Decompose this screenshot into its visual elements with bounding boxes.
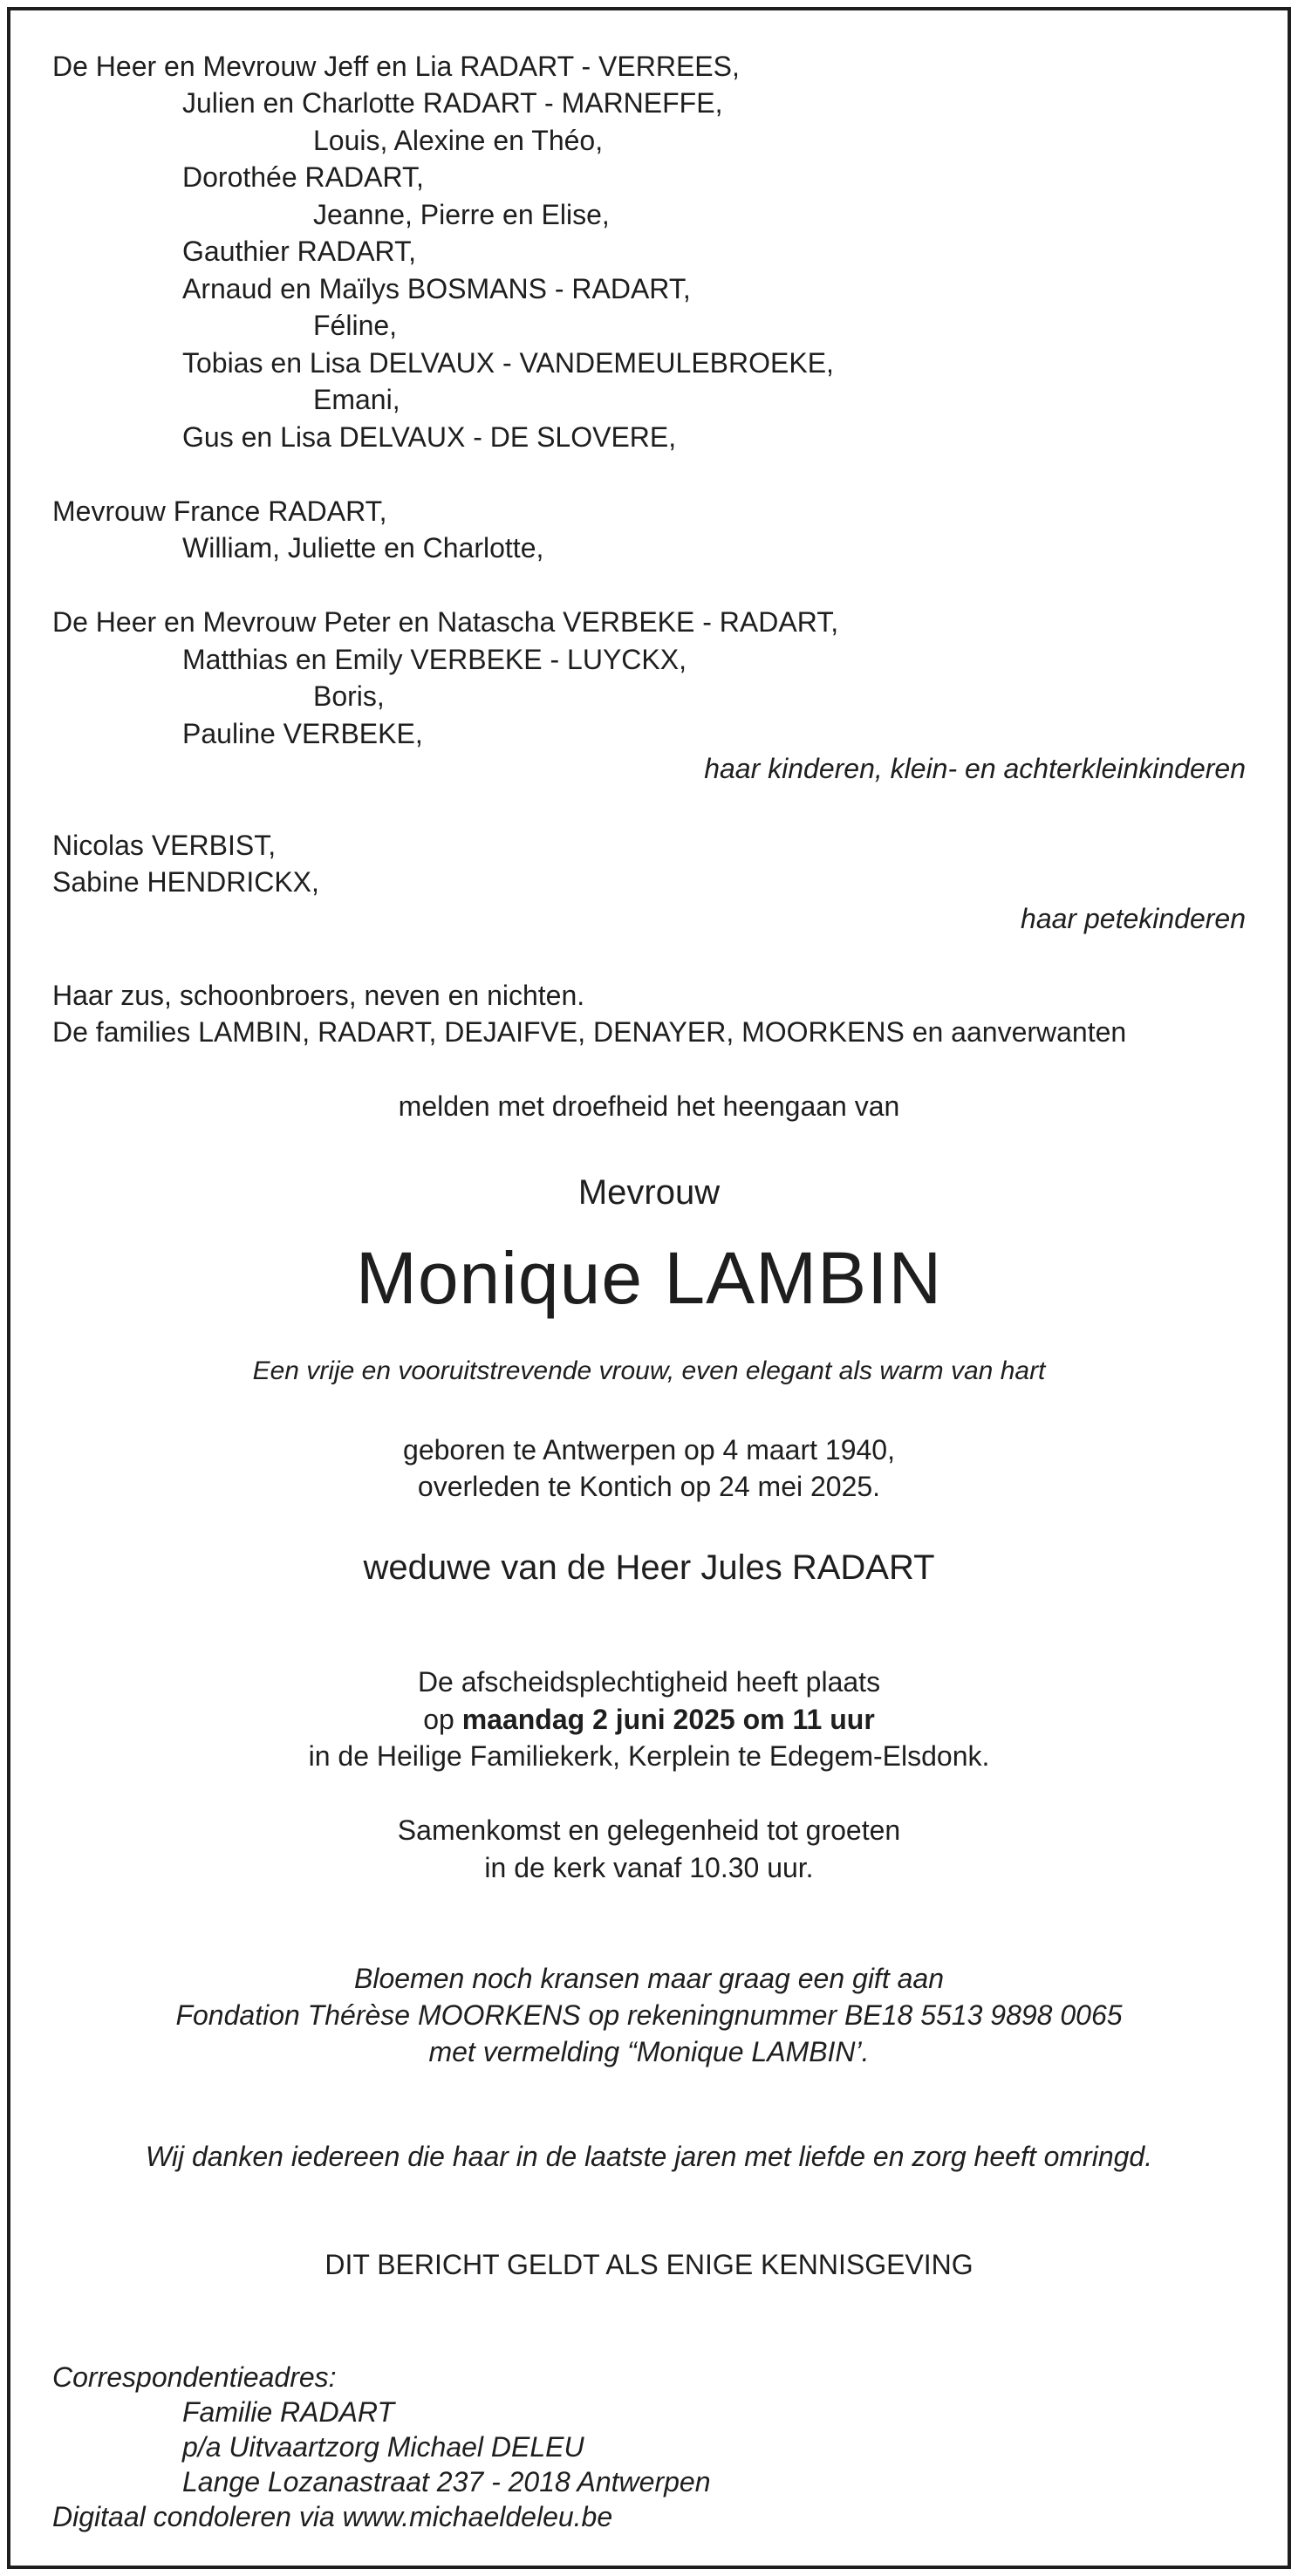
family-line: Emani, xyxy=(313,384,400,415)
family-line: Boris, xyxy=(313,680,385,712)
notice-line: DIT BERICHT GELDT ALS ENIGE KENNISGEVING xyxy=(324,2249,974,2280)
family-line: De Heer en Mevrouw Peter en Natascha VERBEKE - RADART, xyxy=(52,606,839,638)
family-line: Julien en Charlotte RADART - MARNEFFE, xyxy=(182,87,723,119)
family-line: Gauthier RADART, xyxy=(182,236,416,267)
flowers-line: met vermelding “Monique LAMBIN’. xyxy=(428,2036,870,2067)
deceased-name: Monique LAMBIN xyxy=(355,1237,943,1319)
family-line: William, Juliette en Charlotte, xyxy=(182,532,544,564)
gathering-line: Samenkomst en gelegenheid tot groeten xyxy=(397,1814,901,1846)
ceremony-location: in de Heilige Familiekerk, Kerplein te Edegem-Elsdonk. xyxy=(308,1740,990,1772)
family-line: Gus en Lisa DELVAUX - DE SLOVERE, xyxy=(182,421,677,453)
family-line: Mevrouw France RADART, xyxy=(52,495,387,527)
ceremony-line: De afscheidsplechtigheid heeft plaats xyxy=(417,1666,881,1698)
correspondence-line: p/a Uitvaartzorg Michael DELEU xyxy=(182,2431,584,2463)
flowers-line: Bloemen noch kransen maar graag een gift aan xyxy=(354,1963,944,1994)
family-line: Haar zus, schoonbroers, neven en nichten. xyxy=(52,980,585,1011)
family-line: Louis, Alexine en Théo, xyxy=(313,125,604,156)
gathering-time: in de kerk vanaf 10.30 uur. xyxy=(484,1852,814,1883)
condolence-link[interactable]: Digitaal condoleren via www.michaeldeleu.be xyxy=(52,2501,613,2532)
ceremony-date-line xyxy=(0,1702,1298,1737)
correspondence-line: Familie RADART xyxy=(182,2396,394,2428)
family-line: Pauline VERBEKE, xyxy=(182,718,423,749)
ceremony-date-prefix: op xyxy=(423,1704,462,1735)
ceremony-date: maandag 2 juni 2025 om 11 uur xyxy=(461,1704,875,1735)
flowers-line: Fondation Thérèse MOORKENS op rekeningnummer BE18 5513 9898 0065 xyxy=(175,1999,1123,2031)
family-line: Féline, xyxy=(313,310,398,341)
relation-label: haar kinderen, klein- en achterkleinkinderen xyxy=(704,753,1246,784)
correspondence-heading: Correspondentieadres: xyxy=(52,2361,337,2393)
family-line: De Heer en Mevrouw Jeff en Lia RADART - VERREES, xyxy=(52,51,740,82)
family-line: Arnaud en Maïlys BOSMANS - RADART, xyxy=(182,273,691,304)
widow-line: weduwe van de Heer Jules RADART xyxy=(363,1548,935,1587)
death-line: overleden te Kontich op 24 mei 2025. xyxy=(417,1471,881,1502)
deceased-title: Mevrouw xyxy=(577,1173,721,1212)
family-line: Dorothée RADART, xyxy=(182,161,424,193)
family-line: Matthias en Emily VERBEKE - LUYCKX, xyxy=(182,644,687,675)
birth-line: geboren te Antwerpen op 4 maart 1940, xyxy=(403,1434,895,1466)
thanks-line: Wij danken iedereen die haar in de laatste jaren met liefde en zorg heeft omringd. xyxy=(145,2141,1153,2172)
family-line: Sabine HENDRICKX, xyxy=(52,866,319,898)
correspondence-line: Lange Lozanastraat 237 - 2018 Antwerpen xyxy=(182,2466,711,2497)
family-line: Tobias en Lisa DELVAUX - VANDEMEULEBROEKE, xyxy=(182,347,834,379)
relation-label: haar petekinderen xyxy=(1021,903,1246,934)
family-line: Jeanne, Pierre en Elise, xyxy=(313,199,610,230)
family-line: De families LAMBIN, RADART, DEJAIFVE, DENAYER, MOORKENS en aanverwanten xyxy=(52,1016,1127,1048)
announcement-intro: melden met droefheid het heengaan van xyxy=(398,1090,900,1122)
tagline: Een vrije en vooruitstrevende vrouw, even elegant als warm van hart xyxy=(252,1356,1046,1385)
family-line: Nicolas VERBIST, xyxy=(52,830,277,861)
